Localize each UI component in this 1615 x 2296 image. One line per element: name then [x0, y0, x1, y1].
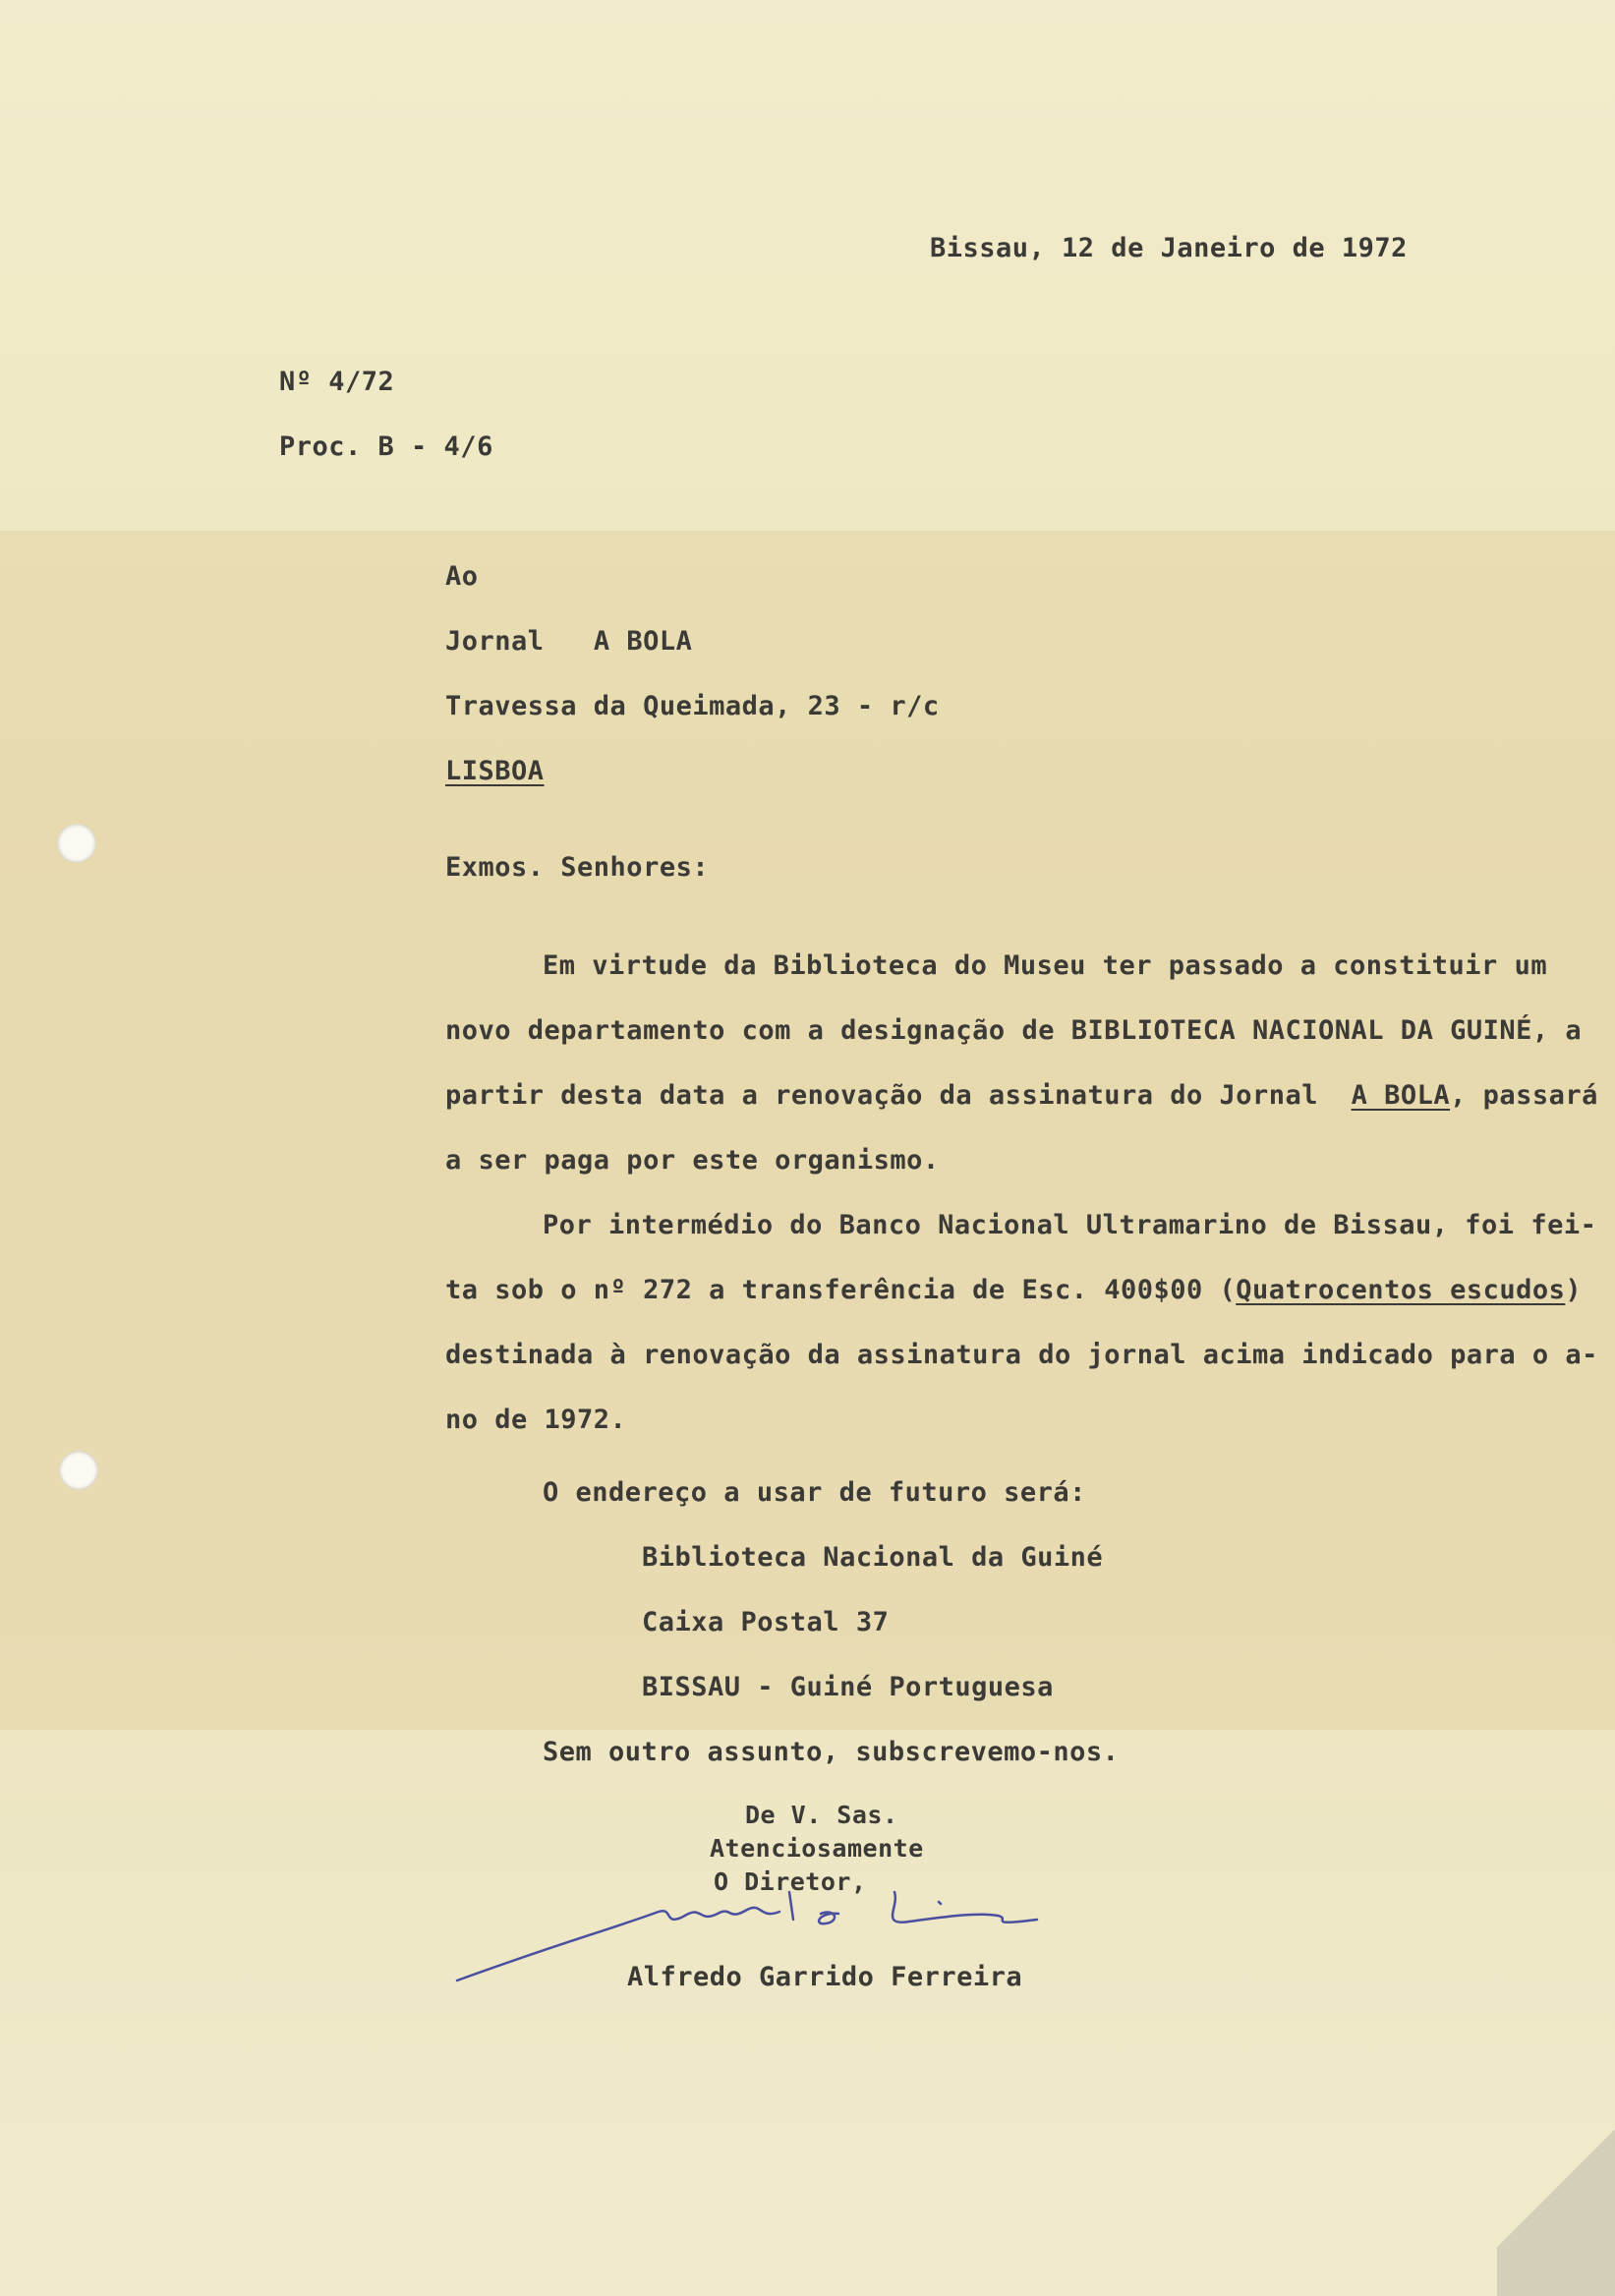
- body-p2-line-2-text: ta sob o nº 272 a transferência de Esc. 400$00 (: [445, 1275, 1237, 1305]
- body-p1-line-2: novo departamento com a designação de BIBLIOTECA NACIONAL DA GUINÉ, a: [445, 1015, 1583, 1046]
- body-p1-line-3: [445, 1079, 1598, 1113]
- recipient-name-prefix: Jornal: [445, 626, 545, 657]
- place-date: Bissau, 12 de Janeiro de 1972: [930, 233, 1408, 263]
- body-p1-line-3-tail: , passará: [1450, 1080, 1598, 1111]
- body-p2-line-4: no de 1972.: [445, 1405, 627, 1435]
- signoff-line-1: De V. Sas.: [745, 1801, 898, 1829]
- body-p2-line-3: destinada à renovação da assinatura do jornal acima indicado para o a-: [445, 1340, 1598, 1370]
- closing-sentence: Sem outro assunto, subscrevemo-nos.: [543, 1737, 1120, 1767]
- punch-hole-top: [57, 824, 96, 863]
- address-line-2: Caixa Postal 37: [642, 1607, 890, 1637]
- punch-hole-bottom: [59, 1451, 98, 1490]
- recipient-name-line: [445, 625, 692, 659]
- body-p1-line-3-text: partir desta data a renovação da assinatura do Jornal: [445, 1080, 1319, 1111]
- recipient-prefix: Ao: [445, 561, 479, 592]
- newspaper-name-underlined: A BOLA: [1351, 1080, 1451, 1111]
- process-number: Proc. B - 4/6: [279, 431, 493, 462]
- recipient-city: LISBOA: [445, 756, 545, 786]
- folded-corner: [1497, 2080, 1615, 2296]
- signoff-line-2: Atenciosamente: [710, 1834, 924, 1863]
- signoff-line-3: O Diretor,: [714, 1867, 867, 1896]
- body-p2-line-1: Por intermédio do Banco Nacional Ultramarino de Bissau, foi fei-: [543, 1210, 1597, 1240]
- recipient-street: Travessa da Queimada, 23 - r/c: [445, 691, 940, 721]
- body-p1-line-4: a ser paga por este organismo.: [445, 1145, 940, 1176]
- address-line-3: BISSAU - Guiné Portuguesa: [642, 1672, 1054, 1702]
- address-line-1: Biblioteca Nacional da Guiné: [642, 1542, 1104, 1573]
- greeting: Exmos. Senhores:: [445, 852, 710, 883]
- reference-number: Nº 4/72: [279, 367, 395, 397]
- address-intro: O endereço a usar de futuro será:: [543, 1477, 1086, 1508]
- body-p2-line-2-tail: ): [1565, 1275, 1583, 1305]
- signer-name: Alfredo Garrido Ferreira: [627, 1962, 1023, 1992]
- recipient-name: A BOLA: [593, 626, 693, 657]
- body-p2-line-2: [445, 1274, 1582, 1307]
- body-p1-line-1: Em virtude da Biblioteca do Museu ter passado a constituir um: [543, 950, 1548, 981]
- amount-in-words: Quatrocentos escudos: [1236, 1275, 1566, 1305]
